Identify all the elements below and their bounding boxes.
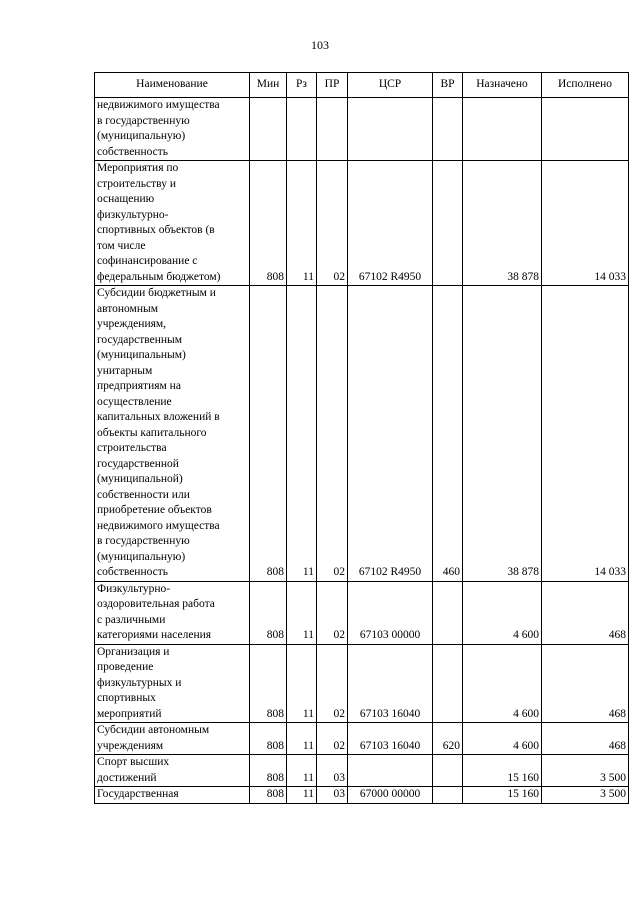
cell-vr: [433, 581, 463, 644]
cell-vr: [433, 644, 463, 723]
cell-vr: [433, 755, 463, 787]
name-line: предприятиям на: [97, 380, 181, 392]
name-line: приобретение объектов: [97, 504, 212, 516]
cell-vr: [433, 787, 463, 804]
table-row: [95, 286, 629, 582]
cell-pr: 03: [317, 787, 348, 804]
cell-pr: 02: [317, 161, 348, 286]
name-line: федеральным бюджетом): [97, 270, 221, 283]
name-line: строительству и: [97, 177, 176, 190]
cell-name: [95, 98, 250, 161]
cell-csr: 67102 R4950: [348, 161, 433, 286]
cell-name: [95, 755, 250, 787]
name-line: Физкультурно-: [97, 582, 171, 595]
cell-executed: 14 033: [542, 161, 629, 286]
table-row: [95, 755, 629, 787]
col-header-name: Наименование: [95, 73, 250, 98]
cell-pr: 02: [317, 644, 348, 723]
cell-pr: 02: [317, 286, 348, 582]
cell-name: [95, 286, 250, 582]
cell-csr: 67102 R4950: [348, 286, 433, 582]
name-line: оснащению: [97, 193, 155, 205]
header-row: [95, 73, 629, 98]
name-line: капитальных вложений в: [97, 411, 220, 423]
cell-assigned: [463, 98, 542, 161]
name-line: софинансирование с: [97, 255, 198, 267]
name-line: государственной: [97, 457, 179, 470]
name-line: (муниципальным): [97, 349, 186, 361]
table-row: [95, 581, 629, 644]
name-line: (муниципальную): [97, 550, 186, 563]
col-header-assigned: Назначено: [463, 73, 542, 98]
name-line: учреждениям,: [97, 318, 167, 330]
cell-rz: 11: [287, 755, 317, 787]
name-line: собственность: [97, 145, 169, 158]
cell-min: 808: [250, 161, 287, 286]
name-line: (муниципальную): [97, 130, 186, 142]
cell-name: [95, 644, 250, 723]
cell-pr: 03: [317, 755, 348, 787]
name-line: собственность: [97, 566, 169, 578]
cell-assigned: 15 160: [463, 755, 542, 787]
cell-executed: [542, 98, 629, 161]
cell-rz: 11: [287, 581, 317, 644]
cell-min: 808: [250, 581, 287, 644]
name-line: мероприятий: [97, 707, 162, 720]
cell-executed: 468: [542, 581, 629, 644]
table-row: [95, 644, 629, 723]
cell-min: 808: [250, 644, 287, 723]
col-header-csr: ЦСР: [348, 73, 433, 98]
name-line: категориями населения: [97, 629, 212, 641]
cell-csr: [348, 755, 433, 787]
cell-assigned: 38 878: [463, 161, 542, 286]
cell-vr: 620: [433, 723, 463, 755]
name-line: физкультурно-: [97, 208, 169, 221]
table-row: [95, 98, 629, 161]
name-line: унитарным: [97, 364, 153, 377]
name-line: в государственную: [97, 114, 190, 127]
cell-vr: [433, 161, 463, 286]
name-line: государственным: [97, 333, 183, 346]
name-line: (муниципальной): [97, 473, 183, 485]
name-line: том числе: [97, 239, 146, 252]
name-line: недвижимого имущества: [97, 519, 220, 532]
cell-rz: 11: [287, 644, 317, 723]
cell-assigned: 4 600: [463, 581, 542, 644]
name-line: спортивных объектов (в: [97, 224, 215, 236]
col-header-executed: Исполнено: [542, 73, 629, 98]
cell-csr: 67103 16040: [348, 723, 433, 755]
cell-rz: 11: [287, 787, 317, 804]
name-line: с различными: [97, 613, 166, 626]
cell-pr: 02: [317, 723, 348, 755]
cell-rz: 11: [287, 161, 317, 286]
col-header-pr: ПР: [317, 73, 348, 98]
table-row: [95, 723, 629, 755]
name-line: в государственную: [97, 535, 190, 547]
page-number: 103: [311, 38, 329, 52]
cell-min: 808: [250, 755, 287, 787]
cell-min: 808: [250, 723, 287, 755]
cell-executed: 3 500: [542, 755, 629, 787]
name-line: Субсидии автономным: [97, 724, 210, 736]
name-line: объекты капитального: [97, 426, 207, 439]
table-body: [95, 98, 629, 804]
name-line: спортивных: [97, 692, 156, 704]
cell-csr: 67103 16040: [348, 644, 433, 723]
cell-assigned: 4 600: [463, 644, 542, 723]
cell-assigned: 15 160: [463, 787, 542, 804]
cell-pr: [317, 98, 348, 161]
name-line: физкультурных и: [97, 676, 182, 689]
col-header-vr: ВР: [433, 73, 463, 98]
cell-name: [95, 161, 250, 286]
cell-min: 808: [250, 787, 287, 804]
name-line: осуществление: [97, 395, 172, 408]
cell-csr: 67000 00000: [348, 787, 433, 804]
table-row: [95, 787, 629, 804]
name-line: Государственная: [97, 788, 179, 800]
name-line: собственности или: [97, 488, 190, 501]
cell-assigned: 38 878: [463, 286, 542, 582]
cell-csr: 67103 00000: [348, 581, 433, 644]
cell-executed: 14 033: [542, 286, 629, 582]
cell-name: [95, 787, 250, 804]
cell-rz: 11: [287, 723, 317, 755]
col-header-min: Мин: [250, 73, 287, 98]
cell-min: 808: [250, 286, 287, 582]
cell-executed: 468: [542, 644, 629, 723]
col-header-rz: Рз: [287, 73, 317, 98]
name-line: Мероприятия по: [97, 162, 179, 174]
name-line: недвижимого имущества: [97, 99, 220, 111]
cell-assigned: 4 600: [463, 723, 542, 755]
table-row: [95, 161, 629, 286]
budget-table: [94, 72, 629, 804]
name-line: строительства: [97, 442, 167, 454]
name-line: достижений: [97, 771, 157, 784]
name-line: учреждениям: [97, 739, 164, 752]
cell-vr: 460: [433, 286, 463, 582]
cell-csr: [348, 98, 433, 161]
cell-vr: [433, 98, 463, 161]
name-line: автономным: [97, 302, 158, 315]
name-line: проведение: [97, 661, 154, 673]
name-line: оздоровительная работа: [97, 598, 215, 610]
cell-name: [95, 581, 250, 644]
cell-pr: 02: [317, 581, 348, 644]
cell-rz: 11: [287, 286, 317, 582]
name-line: Субсидии бюджетным и: [97, 287, 216, 299]
cell-executed: 468: [542, 723, 629, 755]
cell-rz: [287, 98, 317, 161]
cell-name: [95, 723, 250, 755]
name-line: Спорт высших: [97, 756, 170, 768]
cell-min: [250, 98, 287, 161]
cell-executed: 3 500: [542, 787, 629, 804]
name-line: Организация и: [97, 645, 170, 658]
